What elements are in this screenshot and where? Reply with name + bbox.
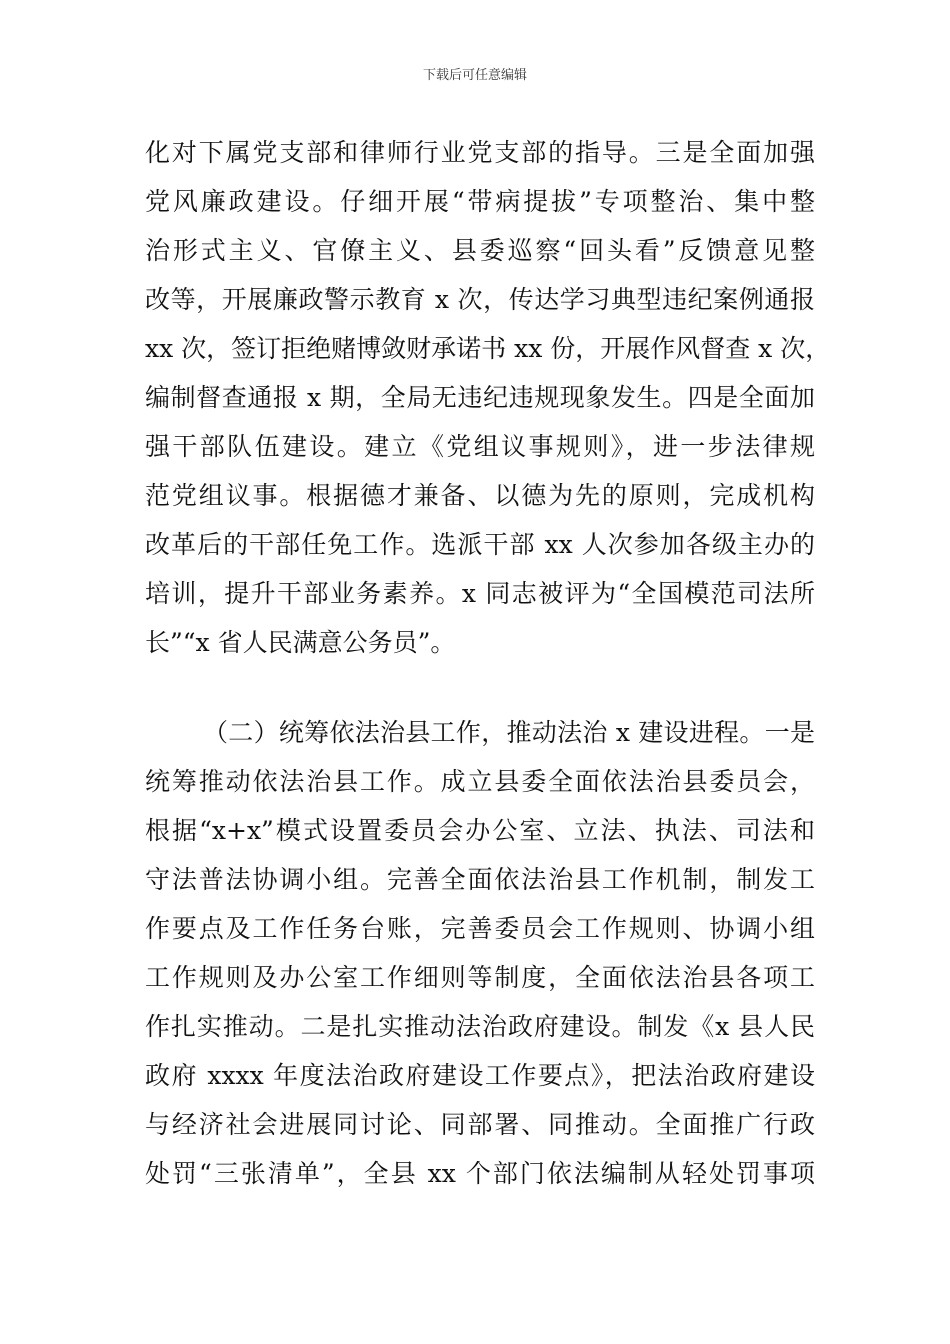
text-line: 统筹推动依法治县工作。成立县委全面依法治县委员会， [145,767,815,796]
text-line: 培训，提升干部业务素养。x 同志被评为“全国模范司法所 [145,579,815,608]
text-line: 党风廉政建设。仔细开展“带病提拔”专项整治、集中整 [145,187,815,216]
text-line: 处罚“三张清单”，全县 xx 个部门依法编制从轻处罚事项 [145,1159,815,1188]
text-line: 改革后的干部任免工作。选派干部 xx 人次参加各级主办的 [145,530,815,559]
text-line: xx 次，签订拒绝赌博敛财承诺书 xx 份，开展作风督查 x 次， [145,334,831,363]
text-line: 政府 xxxx 年度法治政府建设工作要点》，把法治政府建设 [145,1061,815,1090]
page-header-note: 下载后可任意编辑 [422,68,527,83]
section-heading-line: （二）统筹依法治县工作，推动法治 x 建设进程。一是 [203,718,815,747]
text-line: 范党组议事。根据德才兼备、以德为先的原则，完成机构 [145,481,815,510]
text-line: 强干部队伍建设。建立《党组议事规则》，进一步法律规 [145,432,815,461]
text-line: 长”“x 省人民满意公务员”。 [145,628,456,657]
paragraph-rule-of-law [145,708,815,1198]
text-line: 守法普法协调小组。完善全面依法治县工作机制，制发工 [145,865,815,894]
text-line: 作要点及工作任务台账，完善委员会工作规则、协调小组 [145,914,815,943]
text-line: 编制督查通报 x 期，全局无违纪违规现象发生。四是全面加 [145,383,815,412]
text-line: 化对下属党支部和律师行业党支部的指导。三是全面加强 [145,138,815,167]
text-line: 工作规则及办公室工作细则等制度，全面依法治县各项工 [145,963,815,992]
text-line: 作扎实推动。二是扎实推动法治政府建设。制发《x 县人民 [145,1012,815,1041]
text-line: 改等，开展廉政警示教育 x 次，传达学习典型违纪案例通报 [145,285,815,314]
paragraph-party-building [145,128,831,667]
text-line: 治形式主义、官僚主义、县委巡察“回头看”反馈意见整 [145,236,815,265]
text-line: 与经济社会进展同讨论、同部署、同推动。全面推广行政 [145,1110,815,1139]
text-line: 根据“x+x”模式设置委员会办公室、立法、执法、司法和 [145,816,815,845]
